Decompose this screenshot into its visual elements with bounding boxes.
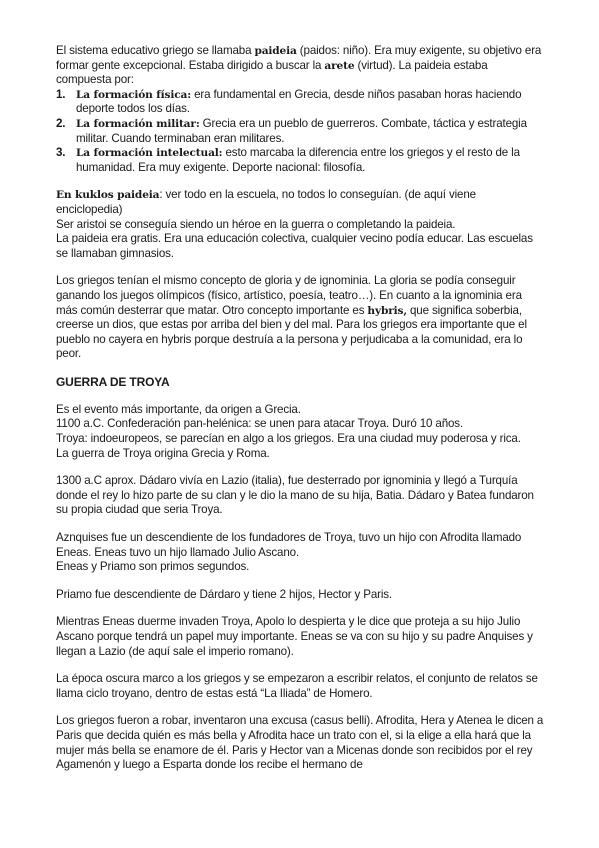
arete-term: arete (324, 59, 355, 72)
paideia-list (56, 88, 544, 176)
dardano-paragraph: 1300 a.C aprox. Dádaro vivía en Lazio (italia), fue desterrado por ignominia y llegó a Turquía donde el rey lo hizo parte de su clan y le dio la mano de su hija, Batia. Dádaro y Batea fundaron su propia ciudad que seria Troya. (56, 474, 534, 517)
troya-line-1: Es el evento más importante, da origen a Grecia. (56, 402, 301, 416)
anquises-paragraph: Aznquises fue un descendiente de los fundadores de Troya, tuvo un hijo con Afrodita llamado Eneas. Eneas tuvo un hijo llamado Julio Ascano. (56, 531, 522, 559)
list-label: La formación intelectual: (76, 147, 223, 160)
epoca-paragraph: La época oscura marco a los griegos y se empezaron a escribir relatos, el conjunto de relatos se llama ciclo troyano, dentro de estas está “La Iliada” de Homero. (56, 672, 538, 700)
list-number: 2. (56, 116, 66, 130)
troya-line-3: Troya: indoeuropeos, se parecían en algo a los griegos. Era una ciudad muy poderosa y rica. (56, 432, 521, 446)
list-item (56, 117, 544, 146)
gloria-text-2: que significa soberbia, creerse un dios, que estas por arriba del bien y del mal. Para los griegos era importante que el pueblo no cayera en hybris porque destruía a la persona y perjudicaba a la comunidad, era lo peor. (56, 303, 527, 361)
priamo-paragraph: Priamo fue descendiente de Dárdaro y tiene 2 hijos, Hector y Paris. (56, 587, 393, 601)
intro-text-3: (virtud). La paideia estaba compuesta por: (56, 58, 488, 87)
list-item (56, 88, 544, 117)
intro-text-1: El sistema educativo griego se llamaba (56, 44, 255, 57)
list-text: esto marcaba la diferencia entre los griegos y el resto de la humanidad. Era muy exigente. Deporte nacional: filosofía. (76, 146, 520, 174)
eneas-paragraph: Mientras Eneas duerme invaden Troya, Apolo lo despierta y le dice que proteja a su hijo Julio Ascano porque tendrá un papel muy importante. Eneas se va con su hijo y su padre Anquises y llegan a Lazio (de aquí sale el imperio romano). (56, 615, 533, 658)
kuklos-paragraph (56, 188, 544, 217)
kuklos-text: : ver todo en la escuela, no todos lo conseguían. (de aquí viene enciclopedia) (56, 188, 476, 216)
intro-text-2: (paidos: niño). Era muy exigente, su objetivo era formar gente excepcional. Estaba dirigido a buscar la (56, 44, 542, 72)
list-label: La formación militar: (76, 117, 200, 130)
section-heading: GUERRA DE TROYA (56, 374, 170, 389)
list-item (56, 146, 544, 175)
troya-line-2: 1100 a.C. Confederación pan-helénica: se unen para atacar Troya. Duró 10 años. (56, 417, 464, 431)
gloria-text-1: Los griegos tenían el mismo concepto de gloria y de ignominia. La gloria se podía conseguir ganando los juegos olímpicos (físico, artístico, poesía, teatro…). En cuanto a la ignominia era más común desterrar que matar. Otro concepto importante es (56, 274, 522, 317)
list-label: La formación física: (76, 88, 192, 101)
list-text: Grecia era un pueblo de guerreros. Combate, táctica y estrategia militar. Cuando terminaban eran militares. (76, 116, 527, 145)
list-number: 3. (56, 146, 66, 160)
gloria-paragraph (56, 274, 544, 362)
list-text: era fundamental en Grecia, desde niños pasaban horas haciendo deporte todos los días. (76, 87, 522, 116)
intro-paragraph (56, 44, 544, 88)
paideia-term: paideia (254, 45, 297, 57)
list-number: 1. (56, 87, 66, 101)
gimnasios-line: La paideia era gratis. Era una educación colectiva, cualquier vecino podía educar. Las escuelas se llamaban gimnasios. (56, 232, 533, 260)
aristoi-line: Ser aristoi se conseguía siendo un héroe en la guerra o completando la paideia. (56, 217, 456, 231)
excusa-paragraph: Los griegos fueron a robar, inventaron una excusa (casus belli). Afrodita, Hera y Atenea le dicen a Paris que decida quién es más bella y Afrodita hace un trato con el, si la elige a ella hará que la mujer más bella se enamore de él. Paris y Hector van a Micenas donde son recibidos por el rey Agamenón y luego a Esparta donde los recibe el hermano de (56, 714, 544, 772)
hybris-term: hybris, (367, 304, 407, 317)
troya-line-4: La guerra de Troya origina Grecia y Roma. (56, 446, 270, 460)
primos-line: Eneas y Priamo son primos segundos. (56, 560, 250, 574)
kuklos-term: En kuklos paideia (56, 189, 160, 202)
document-page (56, 44, 544, 773)
